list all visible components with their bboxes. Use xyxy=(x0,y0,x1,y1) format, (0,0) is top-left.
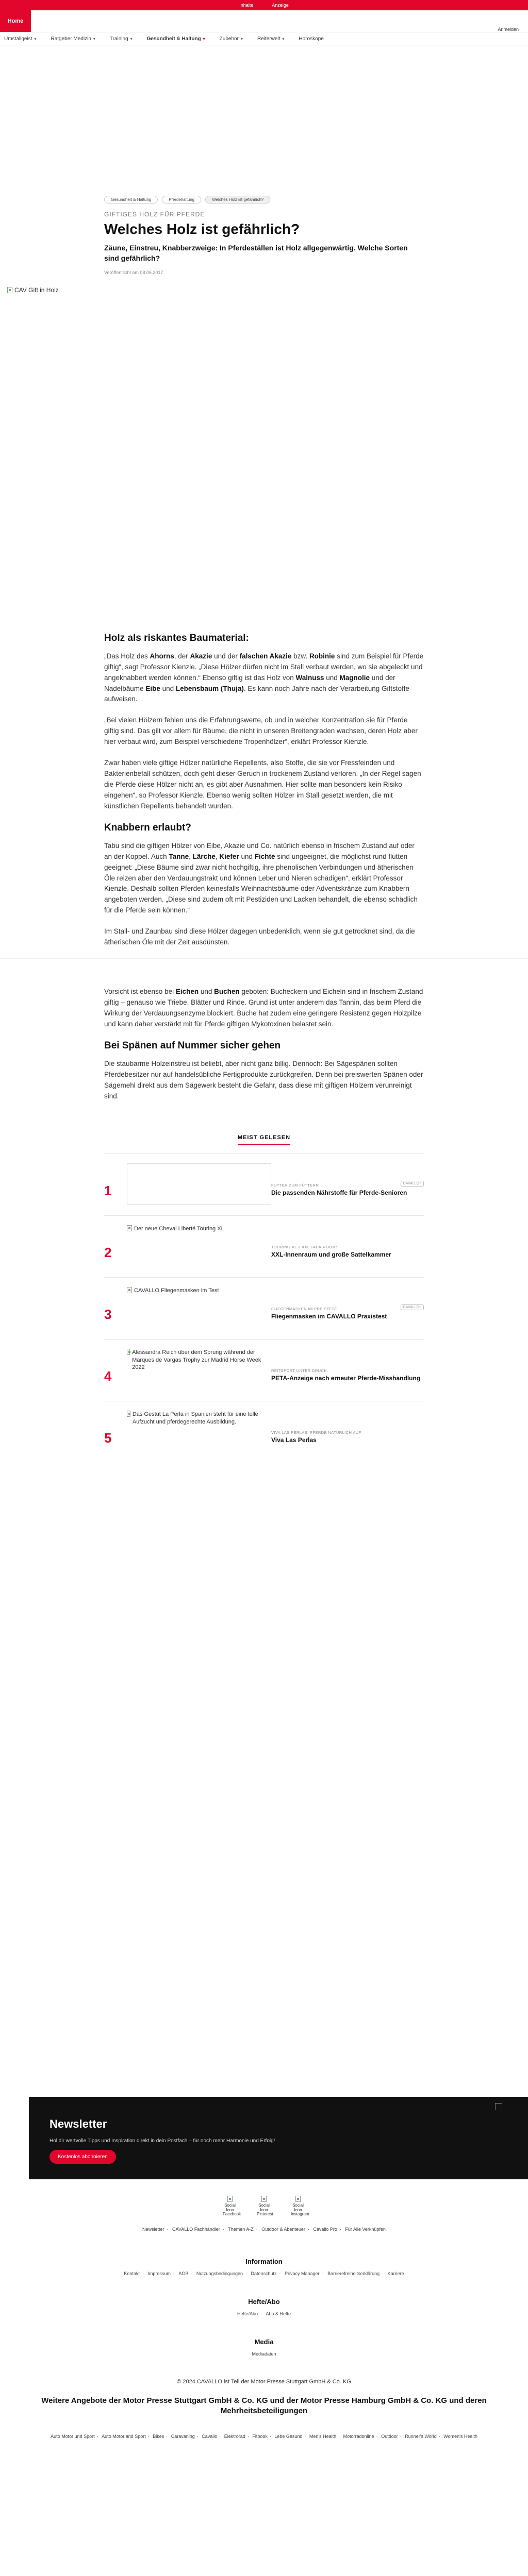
brand-link[interactable]: Caravaning xyxy=(171,2434,195,2439)
brand-link[interactable]: Bikes xyxy=(153,2434,164,2439)
topbar-link-2[interactable]: Anzeige xyxy=(272,3,289,8)
footer-link[interactable]: Datenschutz xyxy=(251,2271,277,2276)
chevron-down-icon: ▾ xyxy=(34,36,37,41)
plus-badge: CAVALLO+ xyxy=(401,1304,424,1310)
brand-link[interactable]: Runner's World xyxy=(405,2434,437,2439)
brand-link[interactable]: Fitbook xyxy=(252,2434,268,2439)
section-heading: Holz als riskantes Baumaterial: xyxy=(104,632,249,643)
hero-image-alt xyxy=(7,286,59,294)
brand-link[interactable]: Lebe Gesund xyxy=(274,2434,303,2439)
nav-label: Ratgeber Medizin xyxy=(51,36,91,42)
footer-link[interactable]: Privacy Manager xyxy=(285,2271,320,2276)
nav-label: Zubehör xyxy=(219,36,239,42)
footer-link[interactable]: CAVALLO Fachhändler xyxy=(172,2227,220,2232)
paragraph: Zwar haben viele giftige Hölzer natürliche Repellents, also Stoffe, die sie vor Fressfeinden und Bakterienbefall schützen, doch geht dieser Geruch in trockenem Zustand verloren. „In der Regel sagen die Pferde diese Hölzer nicht an, es gibt aber Ausnahmen. Hier sollte man besonders kein Risiko eingehen“, so Professor Kienzle. Ebenso wenig sollten Hölzer im Stall gesetzt werden, die mit künstlichen Repellents behandelt wurden. xyxy=(104,759,421,810)
paragraph: Tabu sind die giftigen Hölzer von Eibe, Akazie und Co. natürlich ebenso in frischem Zustand auf oder an der Koppel. Auch Tanne, Lärche, Kiefer und Fichte sind ungeeignet, die möglichst rund flutten geeignet: „Diese Bäume sind zwar nicht hochgiftig, ihre phenolischen Verbindungen und ätherischen Öle reizen aber den Verdauungstrakt und können Leber und Nieren schädigen“, erklärt Professor Kienzle. Deshalb sollten Pferden keinesfalls Weihnachtsbäume oder Adventskränze zum Knabbern angeboten werden. „Diese sind zudem oft mit Pestiziden und Lacken behandelt, die ebenso schädlich für die Pferde sein können.“ xyxy=(104,841,418,914)
nav-item-reiterwelt[interactable] xyxy=(257,36,291,42)
nav-item-zubehoer[interactable] xyxy=(220,36,250,42)
nav-label: Training xyxy=(109,36,128,42)
article-teaser-title[interactable]: PETA-Anzeige nach erneuter Pferde-Misshandlung xyxy=(271,1375,421,1382)
social-links xyxy=(0,2196,528,2217)
footer-link[interactable]: Mediadaten xyxy=(252,2351,276,2357)
brand-links: Auto Motor und Sport · Auto Motor and Sport · Bikes · Caravaning · Cavallo · Elektrorad · Fitbook · Lebe Gesund · Men's Health · Motorradonline · Outdoor · Runner's World · Women's Health xyxy=(51,2434,477,2439)
ad-divider xyxy=(0,958,528,959)
hero-image xyxy=(0,282,528,633)
footer-link[interactable]: Cavallo Pro xyxy=(313,2227,337,2232)
footer-link[interactable]: Nutzungsbedingungen xyxy=(196,2271,243,2276)
newsletter-title: Newsletter xyxy=(50,2117,107,2130)
article-teaser: Zäune, Einstreu, Knabberzweige: In Pferdeställen ist Holz allgegenwärtig. Welche Sorten sind gefährlich? xyxy=(104,244,408,263)
most-read-item[interactable] xyxy=(104,1401,424,1463)
broken-image-icon xyxy=(127,1349,130,1355)
chevron-down-icon: ▾ xyxy=(130,36,133,41)
ad-space xyxy=(0,45,528,196)
rank-number: 4 xyxy=(104,1368,112,1384)
site-header xyxy=(0,10,528,32)
paragraph: „Bei vielen Hölzern fehlen uns die Erfahrungswerte, ob und in welcher Konzentration sie für Pferde giftig sind. Das gilt vor allem für Bäume, die nicht in unseren Breitengraden wachsen, deren Holz aber hier verbaut wird, zum Beispiel verschiedene Tropenhölzer“, erklärt Professor Kienzle. xyxy=(104,716,418,746)
footer-links-row: Hefte/Abo · Abo & Hefte xyxy=(237,2311,291,2316)
article-category: FLIEGENMASKEN IM PREISTEST xyxy=(271,1307,338,1312)
article-thumbnail[interactable]: CAVALLO Fliegenmasken im Test xyxy=(127,1287,271,1328)
paragraph: Vorsicht ist ebenso bei Eichen und Buchen geboten: Bucheckern und Eicheln sind in frischem Zustand giftig – genauso wie Triebe, Blätter und Rinde. Grund ist unter anderem das Tannin, das beim Pferd die Wirkung der Verdauungsenzyme blockiert. Buche hat zudem eine geringere Resistenz gegen Holzpilze und kann daher verstärkt mit für Pferde giftigen Mykotoxinen belastet sein. xyxy=(104,988,423,1028)
chevron-down-icon: ▾ xyxy=(240,36,243,41)
nav-item-ratgeber-medizin[interactable] xyxy=(51,36,102,42)
nav-label: Reiterwelt xyxy=(257,36,280,42)
article-teaser-title[interactable]: Die passenden Nährstoffe für Pferde-Senioren xyxy=(271,1189,407,1197)
article-title: Welches Holz ist gefährlich? xyxy=(104,221,300,237)
paragraph: „Das Holz des Ahorns, der Akazie und der falschen Akazie bzw. Robinie sind zum Beispiel für Pferde giftig“, sagt Professor Kienzle. „Diese Hölzer dürfen nicht im Stall verbaut werden, wo sie abgeleckt und angeknabbert werden können.“ Ebenso giftig ist das Holz von Walnuss und Magnolie und der Nadelbäume Eibe und Lebensbaum (Thuja). Es kann noch Jahre nach der Verarbeitung Giftstoffe aufweisen. xyxy=(104,652,424,703)
rank-number: 5 xyxy=(104,1430,112,1446)
broken-image-icon xyxy=(7,287,12,293)
article-category: FUTTER ZUM FÜTTERN xyxy=(271,1183,319,1188)
footer-heading-hefte: Hefte/Abo xyxy=(248,2298,280,2306)
nav-label: Horoskope xyxy=(299,36,324,42)
footer-link[interactable]: Outdoor & Abenteuer xyxy=(261,2227,305,2232)
more-offers-heading: Weitere Angebote der Motor Presse Stuttgart GmbH & Co. KG und der Motor Presse Hamburg GmbH & Co. KG und deren Mehrheitsbeteiligungen xyxy=(41,2396,487,2416)
most-read-section xyxy=(104,1132,424,1463)
article-body xyxy=(104,633,424,1102)
login-link[interactable]: Anmelden xyxy=(498,27,519,32)
article-category: REITSPORT UNTER DRUCK xyxy=(271,1368,327,1374)
brand-link[interactable]: Auto Motor und Sport xyxy=(51,2434,95,2439)
article-teaser-title[interactable]: Viva Las Perlas xyxy=(271,1436,317,1444)
article-thumbnail[interactable]: Der neue Cheval Liberté Touring XL xyxy=(127,1225,271,1266)
footer-links-row: Newsletter · CAVALLO Fachhändler · Themen A-Z · Outdoor & Abenteuer · Cavallo Pro · Für Alle Verknüpfen xyxy=(142,2227,386,2232)
instagram-icon[interactable]: Social Icon Instagram xyxy=(291,2196,305,2217)
article-thumbnail[interactable]: Alessandra Reich über dem Sprung während der Marques de Vargas Trophy zur Madrid Horse Week 2022 xyxy=(127,1349,271,1390)
article xyxy=(104,196,424,275)
article-category: VIVA LAS PERLAS: PFERDE NATÜRLICH AUF xyxy=(271,1430,361,1435)
top-bar xyxy=(0,0,528,10)
facebook-icon[interactable]: Social Icon Facebook xyxy=(223,2196,237,2217)
footer-link[interactable]: AGB xyxy=(178,2271,189,2276)
main-navigation xyxy=(0,32,528,45)
brand-link[interactable]: Women's Health xyxy=(443,2434,477,2439)
rank-number: 3 xyxy=(104,1307,112,1323)
footer-link[interactable]: Karriere xyxy=(387,2271,404,2276)
section-heading: Bei Spänen auf Nummer sicher gehen xyxy=(104,1040,281,1051)
topbar-link-1[interactable]: Inhalte xyxy=(239,3,254,8)
brand-link[interactable]: Elektrorad xyxy=(224,2434,245,2439)
brand-link[interactable]: Cavallo xyxy=(202,2434,218,2439)
most-read-item[interactable] xyxy=(104,1277,424,1339)
footer-link[interactable]: Impressum xyxy=(147,2271,171,2276)
broken-image-icon xyxy=(127,1225,132,1231)
brand-link[interactable]: Auto Motor and Sport xyxy=(102,2434,146,2439)
copyright: © 2024 CAVALLO ist Teil der Motor Presse Stuttgart GmbH & Co. KG xyxy=(177,2379,351,2385)
footer-heading-media: Media xyxy=(254,2338,274,2346)
article-teaser-title[interactable]: XXL-Innenraum und große Sattelkammer xyxy=(271,1251,391,1259)
site-logo[interactable]: Home xyxy=(0,10,31,32)
chevron-down-icon: ▾ xyxy=(93,36,95,41)
nav-item-training[interactable] xyxy=(110,36,140,42)
broken-image-icon xyxy=(127,1287,132,1293)
article-thumbnail[interactable]: Das Gestüt La Perla in Spanien steht für eine tolle Aufzucht und pferdegerechte Ausbildung. xyxy=(127,1411,271,1452)
footer-link[interactable]: Themen A-Z xyxy=(228,2227,254,2232)
footer-link[interactable]: Für Alle Verknüpfen xyxy=(345,2227,386,2232)
footer-link[interactable]: Kontakt xyxy=(124,2271,140,2276)
nav-item-horoskope[interactable] xyxy=(299,36,331,42)
section-heading: Knabbern erlaubt? xyxy=(104,822,191,833)
broken-image-icon xyxy=(127,1411,130,1417)
breadcrumb-current: Welches Holz ist gefährlich? xyxy=(205,196,270,204)
publish-date: Veröffentlicht am 08.06.2017 xyxy=(104,269,163,275)
newsletter-box xyxy=(29,2097,528,2179)
article-thumbnail[interactable] xyxy=(127,1163,271,1205)
breadcrumb-item[interactable]: Pferdehaltung xyxy=(162,196,201,204)
newsletter-subscribe-button[interactable]: Kostenlos abonnieren xyxy=(50,2150,116,2164)
footer-links-row xyxy=(0,2351,528,2357)
footer-link[interactable]: Abo & Hefte xyxy=(266,2311,291,2316)
paragraph: Die staubarme Holzeinstreu ist beliebt, aber nicht ganz billig. Dennoch: Bei Sägespänen sollten Pferdebesitzer nur auf handelsübliche Fertigprodukte zurückgreifen. Denn bei preiswerten Spänen oder Sägemehl direkt aus dem Sägewerk besteht die Gefahr, dass diese mit giftigen Hölzern verunreinigt sind. xyxy=(104,1059,423,1100)
newsletter-text: Hol dir wertvolle Tipps und Inspiration direkt in dein Postfach – für noch mehr Harmonie und Erfolg! xyxy=(50,2138,275,2144)
most-read-heading: MEIST GELESEN xyxy=(104,1132,424,1145)
brand-link[interactable]: Men's Health xyxy=(309,2434,337,2439)
breadcrumb xyxy=(104,196,424,204)
article-kicker: GIFTIGES HOLZ FÜR PFERDE xyxy=(104,211,205,218)
pinterest-icon[interactable]: Social Icon Pinterest xyxy=(257,2196,271,2217)
rank-number: 2 xyxy=(104,1245,112,1261)
most-read-item[interactable] xyxy=(104,1215,424,1277)
footer-links-row: Kontakt · Impressum · AGB · Nutzungsbedingungen · Datenschutz · Privacy Manager · Barrierefreiheitserklärung · Karriere xyxy=(124,2271,404,2276)
breadcrumb-item[interactable]: Gesundheit & Haltung xyxy=(104,196,158,204)
most-read-item[interactable] xyxy=(104,1154,424,1215)
chevron-down-icon: ▾ xyxy=(203,36,205,41)
chevron-down-icon: ▾ xyxy=(282,36,285,41)
most-read-item[interactable] xyxy=(104,1339,424,1401)
article-teaser-title[interactable]: Fliegenmasken im CAVALLO Praxistest xyxy=(271,1313,387,1320)
footer-link[interactable]: Barrierefreiheitserklärung xyxy=(327,2271,380,2276)
nav-label: Gesundheit & Haltung xyxy=(146,36,201,42)
plus-badge: CAVALLO+ xyxy=(401,1181,424,1187)
nav-label: Umstallgeist xyxy=(4,36,32,42)
nav-item-umstallgeist[interactable] xyxy=(4,36,43,42)
footer-heading-information: Information xyxy=(245,2258,283,2265)
nav-item-gesundheit-haltung[interactable] xyxy=(147,36,212,42)
newsletter-image xyxy=(495,2103,502,2110)
article-category: TOURING XL + XXL TACK ROOMS xyxy=(271,1245,339,1250)
brand-link[interactable]: Motorradonline xyxy=(343,2434,374,2439)
footer-link[interactable]: Newsletter xyxy=(142,2227,164,2232)
paragraph: Im Stall- und Zaunbau sind diese Hölzer dagegen unbedenklich, wenn sie gut getrocknet sind, da die ätherischen Öle mit der Zeit ausdünsten. xyxy=(104,927,415,946)
rank-number: 1 xyxy=(104,1183,112,1199)
footer-link[interactable]: Hefte/Abo xyxy=(237,2311,258,2316)
hero-alt-text: CAV Gift in Holz xyxy=(14,286,59,294)
brand-link[interactable]: Outdoor xyxy=(381,2434,398,2439)
